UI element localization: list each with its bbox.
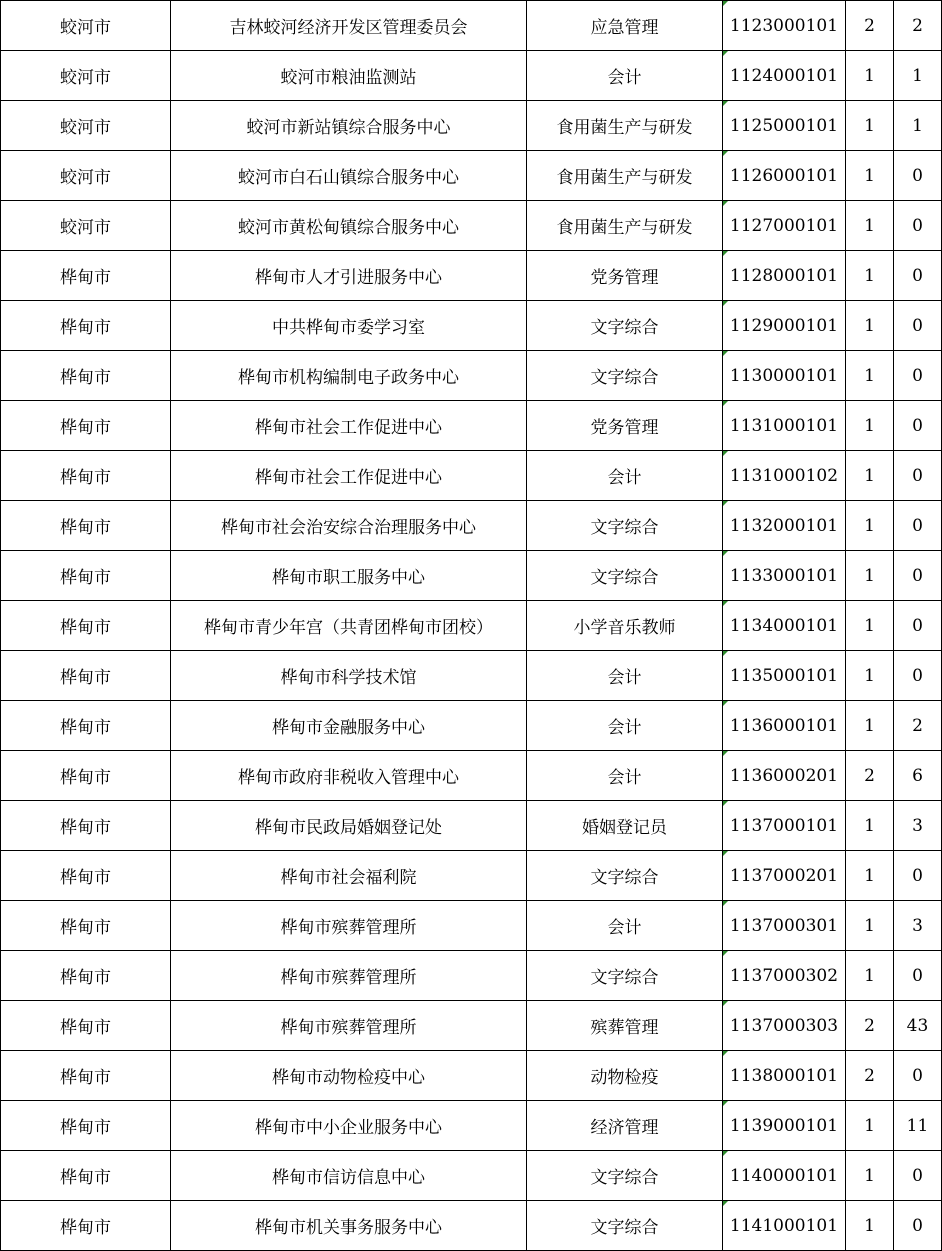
unit-cell: 桦甸市机关事务服务中心 <box>171 1201 527 1251</box>
city-cell: 桦甸市 <box>1 901 171 951</box>
quota-cell: 1 <box>846 101 894 151</box>
table-row <box>1 101 942 151</box>
position-code-cell: 1132000101 <box>723 501 846 551</box>
position-cell: 文字综合 <box>527 551 723 601</box>
position-cell: 会计 <box>527 751 723 801</box>
table-row <box>1 901 942 951</box>
unit-cell: 吉林蛟河经济开发区管理委员会 <box>171 1 527 51</box>
position-code-cell: 1130000101 <box>723 351 846 401</box>
unit-cell: 桦甸市民政局婚姻登记处 <box>171 801 527 851</box>
applicants-cell: 0 <box>894 201 942 251</box>
table-row <box>1 351 942 401</box>
quota-cell: 1 <box>846 501 894 551</box>
table-row <box>1 651 942 701</box>
unit-cell: 桦甸市职工服务中心 <box>171 551 527 601</box>
applicants-cell: 11 <box>894 1101 942 1151</box>
applicants-cell: 0 <box>894 301 942 351</box>
quota-cell: 2 <box>846 751 894 801</box>
applicants-cell: 0 <box>894 351 942 401</box>
city-cell: 桦甸市 <box>1 251 171 301</box>
position-cell: 党务管理 <box>527 401 723 451</box>
quota-cell: 1 <box>846 351 894 401</box>
city-cell: 桦甸市 <box>1 851 171 901</box>
quota-cell: 1 <box>846 1101 894 1151</box>
table-row <box>1 51 942 101</box>
position-code-cell: 1135000101 <box>723 651 846 701</box>
unit-cell: 桦甸市社会工作促进中心 <box>171 451 527 501</box>
city-cell: 桦甸市 <box>1 351 171 401</box>
city-cell: 蛟河市 <box>1 201 171 251</box>
position-code-cell: 1136000201 <box>723 751 846 801</box>
city-cell: 蛟河市 <box>1 101 171 151</box>
position-cell: 文字综合 <box>527 1151 723 1201</box>
table-row <box>1 1101 942 1151</box>
applicants-cell: 0 <box>894 551 942 601</box>
position-code-cell: 1127000101 <box>723 201 846 251</box>
applicants-cell: 0 <box>894 1151 942 1201</box>
unit-cell: 桦甸市人才引进服务中心 <box>171 251 527 301</box>
position-code-cell: 1124000101 <box>723 51 846 101</box>
quota-cell: 1 <box>846 1201 894 1251</box>
city-cell: 桦甸市 <box>1 1151 171 1201</box>
position-cell: 会计 <box>527 51 723 101</box>
applicants-cell: 1 <box>894 51 942 101</box>
position-code-cell: 1123000101 <box>723 1 846 51</box>
city-cell: 蛟河市 <box>1 151 171 201</box>
table-row <box>1 801 942 851</box>
unit-cell: 蛟河市白石山镇综合服务中心 <box>171 151 527 201</box>
position-cell: 食用菌生产与研发 <box>527 151 723 201</box>
table-row <box>1 1051 942 1101</box>
quota-cell: 2 <box>846 1051 894 1101</box>
table-row <box>1 251 942 301</box>
unit-cell: 桦甸市殡葬管理所 <box>171 901 527 951</box>
unit-cell: 桦甸市动物检疫中心 <box>171 1051 527 1101</box>
applicants-cell: 0 <box>894 651 942 701</box>
position-cell: 文字综合 <box>527 1201 723 1251</box>
city-cell: 桦甸市 <box>1 651 171 701</box>
unit-cell: 桦甸市中小企业服务中心 <box>171 1101 527 1151</box>
applicants-cell: 3 <box>894 801 942 851</box>
position-code-cell: 1137000101 <box>723 801 846 851</box>
city-cell: 蛟河市 <box>1 51 171 101</box>
position-code-cell: 1133000101 <box>723 551 846 601</box>
quota-cell: 1 <box>846 951 894 1001</box>
unit-cell: 桦甸市社会福利院 <box>171 851 527 901</box>
position-code-cell: 1136000101 <box>723 701 846 751</box>
quota-cell: 1 <box>846 251 894 301</box>
quota-cell: 1 <box>846 701 894 751</box>
position-code-cell: 1137000301 <box>723 901 846 951</box>
position-code-cell: 1141000101 <box>723 1201 846 1251</box>
table-row <box>1 301 942 351</box>
position-code-cell: 1126000101 <box>723 151 846 201</box>
unit-cell: 桦甸市社会工作促进中心 <box>171 401 527 451</box>
city-cell: 桦甸市 <box>1 701 171 751</box>
quota-cell: 1 <box>846 651 894 701</box>
table-row <box>1 501 942 551</box>
table-row <box>1 851 942 901</box>
position-code-cell: 1138000101 <box>723 1051 846 1101</box>
position-cell: 会计 <box>527 701 723 751</box>
quota-cell: 1 <box>846 901 894 951</box>
city-cell: 桦甸市 <box>1 951 171 1001</box>
position-cell: 文字综合 <box>527 951 723 1001</box>
position-code-cell: 1131000101 <box>723 401 846 451</box>
position-cell: 会计 <box>527 451 723 501</box>
applicants-cell: 0 <box>894 251 942 301</box>
unit-cell: 蛟河市黄松甸镇综合服务中心 <box>171 201 527 251</box>
position-code-cell: 1137000302 <box>723 951 846 1001</box>
position-cell: 殡葬管理 <box>527 1001 723 1051</box>
table-row <box>1 701 942 751</box>
applicants-cell: 0 <box>894 1201 942 1251</box>
applicants-cell: 0 <box>894 151 942 201</box>
applicants-cell: 6 <box>894 751 942 801</box>
position-code-cell: 1131000102 <box>723 451 846 501</box>
position-cell: 文字综合 <box>527 301 723 351</box>
position-cell: 文字综合 <box>527 501 723 551</box>
applicants-cell: 0 <box>894 851 942 901</box>
unit-cell: 桦甸市政府非税收入管理中心 <box>171 751 527 801</box>
position-cell: 小学音乐教师 <box>527 601 723 651</box>
unit-cell: 桦甸市殡葬管理所 <box>171 1001 527 1051</box>
city-cell: 桦甸市 <box>1 801 171 851</box>
unit-cell: 桦甸市殡葬管理所 <box>171 951 527 1001</box>
position-code-cell: 1128000101 <box>723 251 846 301</box>
quota-cell: 2 <box>846 1 894 51</box>
applicants-cell: 0 <box>894 501 942 551</box>
quota-cell: 1 <box>846 851 894 901</box>
applicants-cell: 2 <box>894 701 942 751</box>
table-row <box>1 1201 942 1251</box>
position-code-cell: 1140000101 <box>723 1151 846 1201</box>
table-row <box>1 1 942 51</box>
unit-cell: 桦甸市金融服务中心 <box>171 701 527 751</box>
quota-cell: 1 <box>846 151 894 201</box>
city-cell: 桦甸市 <box>1 1101 171 1151</box>
unit-cell: 桦甸市科学技术馆 <box>171 651 527 701</box>
position-code-cell: 1139000101 <box>723 1101 846 1151</box>
city-cell: 桦甸市 <box>1 1051 171 1101</box>
unit-cell: 蛟河市粮油监测站 <box>171 51 527 101</box>
applicants-cell: 3 <box>894 901 942 951</box>
unit-cell: 桦甸市信访信息中心 <box>171 1151 527 1201</box>
quota-cell: 1 <box>846 301 894 351</box>
position-code-cell: 1137000303 <box>723 1001 846 1051</box>
applicants-cell: 0 <box>894 451 942 501</box>
position-cell: 文字综合 <box>527 351 723 401</box>
unit-cell: 桦甸市青少年宫（共青团桦甸市团校） <box>171 601 527 651</box>
position-cell: 会计 <box>527 901 723 951</box>
table-row <box>1 451 942 501</box>
unit-cell: 蛟河市新站镇综合服务中心 <box>171 101 527 151</box>
city-cell: 桦甸市 <box>1 601 171 651</box>
quota-cell: 1 <box>846 201 894 251</box>
applicants-cell: 2 <box>894 1 942 51</box>
applicants-cell: 1 <box>894 101 942 151</box>
city-cell: 桦甸市 <box>1 551 171 601</box>
position-cell: 经济管理 <box>527 1101 723 1151</box>
quota-cell: 1 <box>846 801 894 851</box>
position-cell: 应急管理 <box>527 1 723 51</box>
position-cell: 婚姻登记员 <box>527 801 723 851</box>
city-cell: 蛟河市 <box>1 1 171 51</box>
table-row <box>1 151 942 201</box>
applicants-cell: 43 <box>894 1001 942 1051</box>
city-cell: 桦甸市 <box>1 451 171 501</box>
unit-cell: 中共桦甸市委学习室 <box>171 301 527 351</box>
city-cell: 桦甸市 <box>1 401 171 451</box>
table-row <box>1 401 942 451</box>
position-code-cell: 1137000201 <box>723 851 846 901</box>
position-code-cell: 1125000101 <box>723 101 846 151</box>
position-cell: 党务管理 <box>527 251 723 301</box>
position-cell: 会计 <box>527 651 723 701</box>
table-row <box>1 951 942 1001</box>
unit-cell: 桦甸市社会治安综合治理服务中心 <box>171 501 527 551</box>
city-cell: 桦甸市 <box>1 751 171 801</box>
quota-cell: 1 <box>846 551 894 601</box>
table-row <box>1 551 942 601</box>
position-cell: 文字综合 <box>527 851 723 901</box>
quota-cell: 2 <box>846 1001 894 1051</box>
unit-cell: 桦甸市机构编制电子政务中心 <box>171 351 527 401</box>
table-body <box>1 1 942 1251</box>
quota-cell: 1 <box>846 451 894 501</box>
position-cell: 食用菌生产与研发 <box>527 201 723 251</box>
city-cell: 桦甸市 <box>1 1201 171 1251</box>
applicants-cell: 0 <box>894 601 942 651</box>
quota-cell: 1 <box>846 1151 894 1201</box>
city-cell: 桦甸市 <box>1 301 171 351</box>
position-code-cell: 1134000101 <box>723 601 846 651</box>
quota-cell: 1 <box>846 51 894 101</box>
position-cell: 动物检疫 <box>527 1051 723 1101</box>
quota-cell: 1 <box>846 401 894 451</box>
position-cell: 食用菌生产与研发 <box>527 101 723 151</box>
table-row <box>1 1001 942 1051</box>
applicants-cell: 0 <box>894 951 942 1001</box>
city-cell: 桦甸市 <box>1 1001 171 1051</box>
table-row <box>1 1151 942 1201</box>
applicants-cell: 0 <box>894 1051 942 1101</box>
city-cell: 桦甸市 <box>1 501 171 551</box>
quota-cell: 1 <box>846 601 894 651</box>
position-code-cell: 1129000101 <box>723 301 846 351</box>
table-row <box>1 751 942 801</box>
applicants-cell: 0 <box>894 401 942 451</box>
table-row <box>1 201 942 251</box>
table-row <box>1 601 942 651</box>
